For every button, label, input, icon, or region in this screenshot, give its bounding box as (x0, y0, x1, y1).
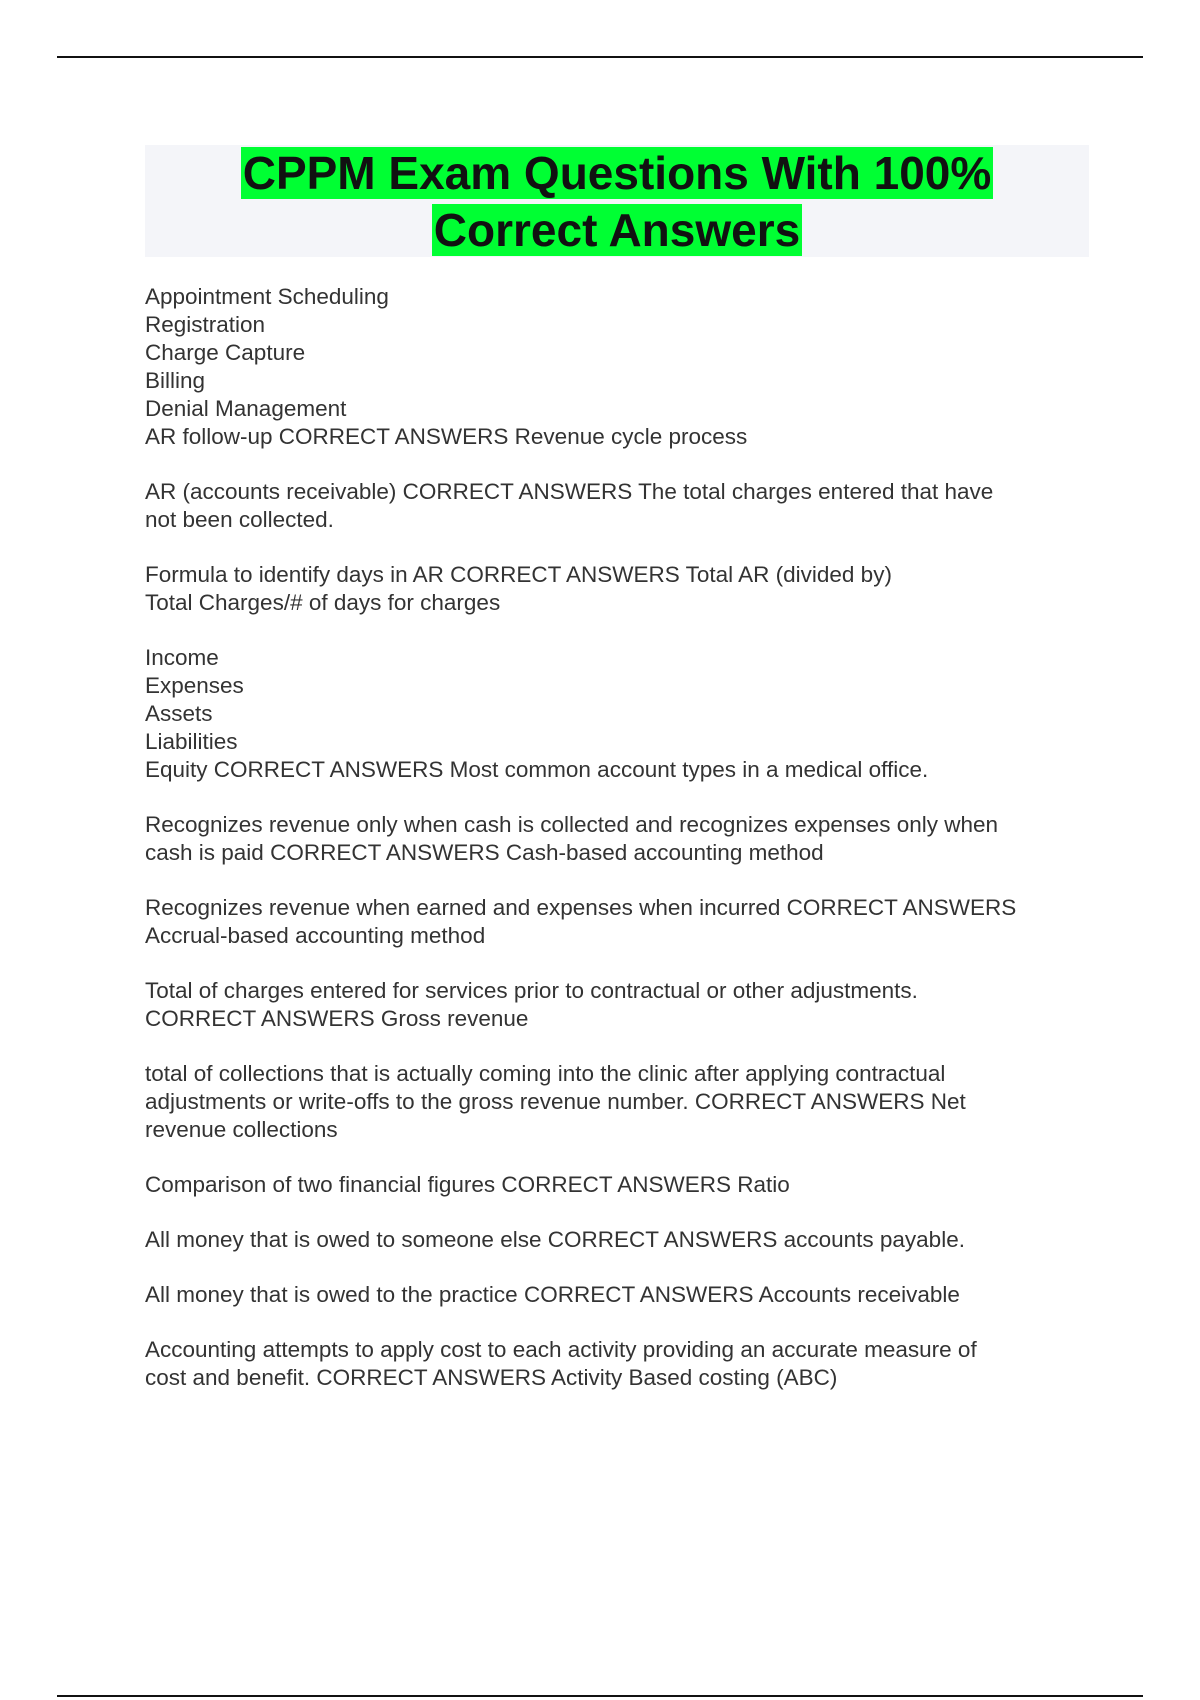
qa-text-line: Total Charges/# of days for charges (145, 590, 501, 615)
qa-text-line: AR follow-up CORRECT ANSWERS Revenue cycle process (145, 424, 748, 449)
qa-text-line: Liabilities (145, 729, 238, 754)
qa-text-line: Recognizes revenue when earned and expenses when incurred CORRECT ANSWERS (145, 895, 1017, 920)
qa-text-line: Charge Capture (145, 340, 306, 365)
qa-text-line: Billing (145, 368, 206, 393)
document-title-line-1 (145, 145, 1089, 202)
qa-text-line: Denial Management (145, 396, 347, 421)
qa-text-line: Recognizes revenue only when cash is collected and recognizes expenses only when (145, 812, 999, 837)
qa-entry (145, 644, 1095, 784)
qa-text-line: CORRECT ANSWERS Gross revenue (145, 1006, 529, 1031)
qa-entry (145, 1226, 1095, 1254)
qa-entry (145, 561, 1095, 617)
qa-entry (145, 1171, 1095, 1199)
qa-text-line: Equity CORRECT ANSWERS Most common account types in a medical office. (145, 757, 929, 782)
qa-entry (145, 894, 1095, 950)
qa-entry (145, 977, 1095, 1033)
qa-text-line: Registration (145, 312, 266, 337)
qa-text-line: Appointment Scheduling (145, 284, 389, 309)
qa-text-line: Income (145, 645, 219, 670)
qa-text-line: Total of charges entered for services prior to contractual or other adjustments. (145, 978, 918, 1003)
title-highlight-2: Correct Answers (433, 204, 801, 256)
title-block (145, 145, 1089, 257)
qa-text-line: Accounting attempts to apply cost to each activity providing an accurate measure of (145, 1337, 977, 1362)
qa-text-line: not been collected. (145, 507, 334, 532)
document-title-line-2 (145, 202, 1089, 259)
qa-text-line: Expenses (145, 673, 244, 698)
qa-entry (145, 1281, 1095, 1309)
qa-text-line: All money that is owed to someone else CORRECT ANSWERS accounts payable. (145, 1227, 965, 1252)
qa-text-line: adjustments or write-offs to the gross revenue number. CORRECT ANSWERS Net (145, 1089, 966, 1114)
qa-text-line: Comparison of two financial figures CORRECT ANSWERS Ratio (145, 1172, 790, 1197)
qa-entry (145, 1336, 1095, 1392)
qa-text-line: cash is paid CORRECT ANSWERS Cash-based accounting method (145, 840, 824, 865)
qa-list (145, 283, 1095, 1419)
qa-text-line: Assets (145, 701, 213, 726)
qa-text-line: cost and benefit. CORRECT ANSWERS Activity Based costing (ABC) (145, 1365, 838, 1390)
qa-entry (145, 1060, 1095, 1144)
qa-entry (145, 283, 1095, 451)
qa-text-line: Formula to identify days in AR CORRECT ANSWERS Total AR (divided by) (145, 562, 892, 587)
qa-text-line: All money that is owed to the practice CORRECT ANSWERS Accounts receivable (145, 1282, 960, 1307)
qa-text-line: total of collections that is actually coming into the clinic after applying contractual (145, 1061, 946, 1086)
qa-entry (145, 478, 1095, 534)
header-rule (57, 56, 1143, 58)
footer-rule (57, 1695, 1143, 1697)
qa-entry (145, 811, 1095, 867)
qa-text-line: Accrual-based accounting method (145, 923, 486, 948)
qa-text-line: AR (accounts receivable) CORRECT ANSWERS The total charges entered that have (145, 479, 994, 504)
qa-text-line: revenue collections (145, 1117, 338, 1142)
title-highlight-1: CPPM Exam Questions With 100% (242, 147, 992, 199)
